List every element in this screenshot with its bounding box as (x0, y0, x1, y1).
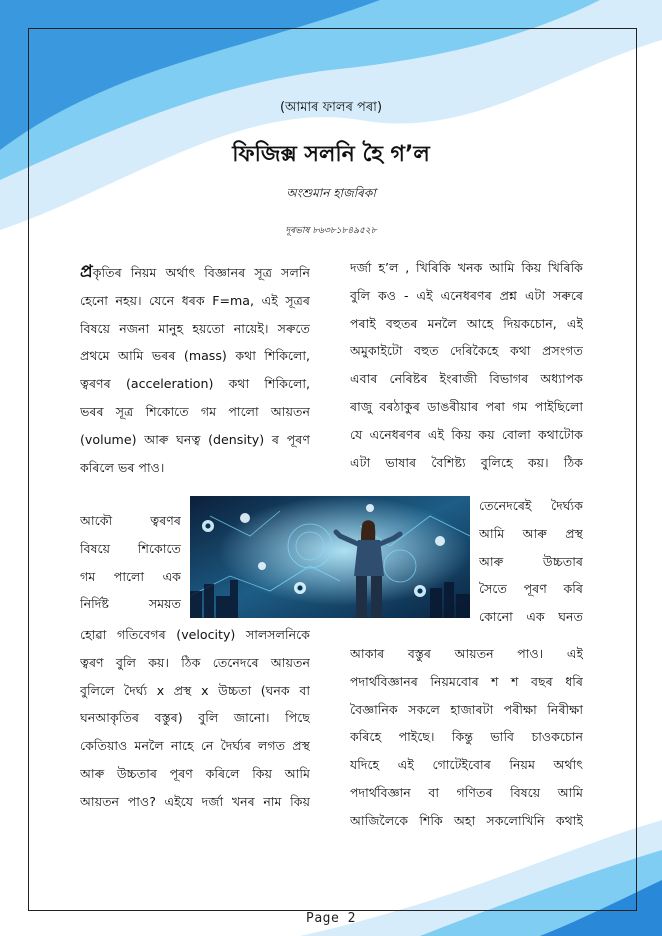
text-line: ভৰৰ সূত্ৰ শিকোতে গম পালো আয়তন (80, 403, 310, 419)
text-line: ৰাজু বৰঠাকুৰ ডাঙৰীয়াৰ পৰা গম পাইছিলো (350, 398, 583, 414)
text-line: দৰ্জা হ’ল , খিৰিকি খনক আমি কিয় খিৰিকি (350, 260, 583, 275)
text-line: আজিলৈকে শিকি অহা সকলোখিনি কথাই (350, 812, 583, 828)
text-line: আৰু উচ্চতাৰ পূৰণ কৰিলে কিয় আমি (80, 765, 310, 781)
text-line: ত্বৰণৰ (acceleration) কথা শিকিলো, (80, 376, 310, 392)
text-line: আকৌ ত্বৰণৰ (80, 513, 181, 528)
text-line: প্ৰকৃতিৰ নিয়ম অৰ্থাৎ বিজ্ঞানৰ সূত্ৰ সলনি (80, 262, 310, 282)
author-phone: দূৰভাষ ৮৬৩৮১৮৪৯৫২৮ (285, 226, 377, 236)
drop-cap: প্ৰ (80, 262, 93, 282)
header-note: (আমাৰ ফালৰ পৰা) (279, 100, 383, 115)
right-column-wrap (479, 492, 583, 631)
illustration-svg (190, 496, 470, 618)
text-line: পদাৰ্থবিজ্ঞানৰ নিয়মবোৰ শ শ বছৰ ধৰি (350, 673, 583, 689)
right-column-bottom (350, 640, 583, 835)
text-line: (volume) আৰু ঘনত্ব (density) ৰ পূৰণ (80, 431, 310, 447)
text-line: বিষয়ে নজনা মানুহ হয়তো নায়েই। সৰুতে (80, 320, 310, 336)
left-column-wrap (80, 507, 181, 618)
left-column-top (80, 259, 310, 481)
text-line: এটা ভাষাৰ বৈশিষ্ট্য বুলিহে কয়। ঠিক (350, 454, 583, 470)
article-title: ফিজিক্স সলনি হৈ গ’ল (232, 142, 430, 167)
text-line: কৰিহে পাইছে। কিন্তু ভাবি চাওকচোন (350, 729, 583, 745)
text-line: গম পালো এক (80, 568, 181, 584)
page-number: Page 2 (306, 911, 356, 926)
text-line: ঘনআকৃতিৰ বস্তুৰ) বুলি জানো। পিছে (80, 710, 310, 726)
text-line: পদাৰ্থবিজ্ঞান বা গণিতৰ বিষয়ে আমি (350, 784, 583, 800)
text-line: কেতিয়াও মনলৈ নাহে নে দৈৰ্ঘ্যৰ লগত প্ৰস্থ (80, 738, 310, 754)
technology-woman-touchscreen-image (190, 496, 470, 618)
text-line: অমুকাইটো বহুত দেৰিকৈহে কথা প্ৰসংগত (350, 343, 583, 359)
text-line: হোৱা গতিবেগৰ (velocity) সালসলনিকে (80, 627, 310, 642)
text-line: প্ৰথমে আমি ভৰৰ (mass) কথা শিকিলো, (80, 348, 310, 364)
text-line: আকাৰ বস্তুৰ আয়তন পাও। এই (350, 646, 583, 661)
text-line: নিৰ্দিষ্ট সময়ত (80, 596, 181, 612)
text-line: পৰাই বহুতৰ মনলৈ আহে দিয়কচোন, এই (350, 315, 583, 331)
text-line: সৈতে পূৰণ কৰি (479, 581, 583, 597)
text-line: যদিহে এই গোটেইবোৰ নিয়ম অৰ্থাৎ (350, 757, 583, 773)
text-line: বুলিলে দৈৰ্ঘ্য x প্ৰস্থ x উচ্চতা (ঘনক বা (80, 682, 310, 698)
text-line: যে এনেধৰণৰ এই কিয় কয় বোলা কথাটোক (350, 426, 583, 442)
text-line: কোনো এক ঘনত (479, 609, 583, 625)
left-column-bottom (80, 621, 310, 816)
author-name: অংশুমান হাজৰিকা (286, 186, 376, 200)
text-line: আয়তন পাও? এইযে দৰ্জা খনৰ নাম কিয় (80, 793, 310, 809)
text-line: কৰিলে ভৰ পাও। (80, 459, 165, 475)
text-line: বুলি কও - এই এনেধৰণৰ প্ৰশ্ন এটা সৰুৰে (350, 287, 583, 303)
text-line: ত্বৰণ বুলি কয়। ঠিক তেনেদৰে আয়তন (80, 654, 310, 670)
text-line: বৈজ্ঞানিক সকলে হাজাৰটা পৰীক্ষা নিৰীক্ষা (350, 701, 583, 717)
text-line: এবাৰ নেৰিষ্টৰ ইংৰাজী বিভাগৰ অধ্যাপক (350, 371, 583, 387)
text-line: আৰু উচ্চতাৰ (479, 553, 583, 569)
text-line: বিষয়ে শিকোতে (80, 540, 181, 556)
text-line: আমি আৰু প্ৰস্থ (479, 525, 583, 541)
right-column-top (350, 254, 583, 476)
text-line: হেনো নহয়। যেনে ধৰক F=ma, এই সূত্ৰৰ (80, 292, 310, 308)
text-line: তেনেদৰেই দৈৰ্ঘ্যক (479, 498, 583, 513)
